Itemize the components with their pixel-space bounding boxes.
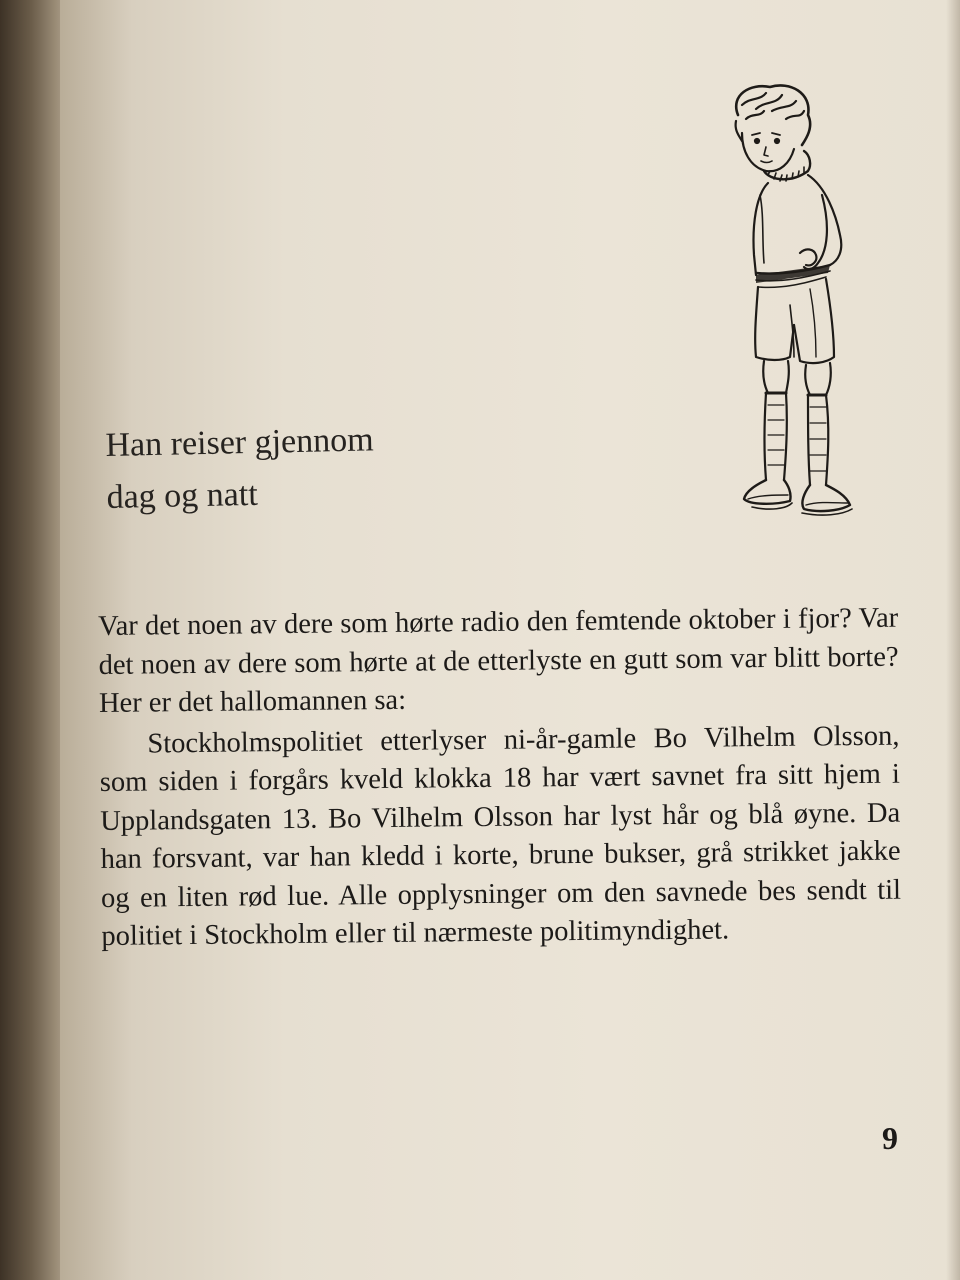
paragraph-intro: Var det noen av dere som hørte radio den femtende oktober i fjor? Var det noen av dere som hørte at de etterlyste en gutt som var blitt borte? Her er det hallomannen sa: (98, 602, 899, 719)
boy-illustration (690, 75, 890, 525)
chapter-title (105, 411, 527, 524)
chapter-title-line-1: Han reiser gjennom (105, 421, 375, 464)
chapter-title-line-2: dag og natt (106, 475, 259, 516)
page-edge-shadow (946, 0, 960, 1280)
paragraph-announcement: Stockholmspolitiet etterlyser ni-år-gamle Bo Vilhelm Olsson, som siden i forgårs kveld klokka 18 har vært savnet fra sitt hjem i Upplandsgaten 13. Bo Vilhelm Olsson har lyst hår og blå øyne. Da han forsvant, var han kledd i korte, brune bukser, grå strikket jakke og en liten rød lue. Alle opplysninger om den savnede bes sendt til politiet i Stockholm eller til nærmeste politimyndighet. (99, 720, 902, 952)
body-text (98, 600, 902, 957)
page-number: 9 (882, 1120, 898, 1156)
book-page (60, 0, 960, 1280)
